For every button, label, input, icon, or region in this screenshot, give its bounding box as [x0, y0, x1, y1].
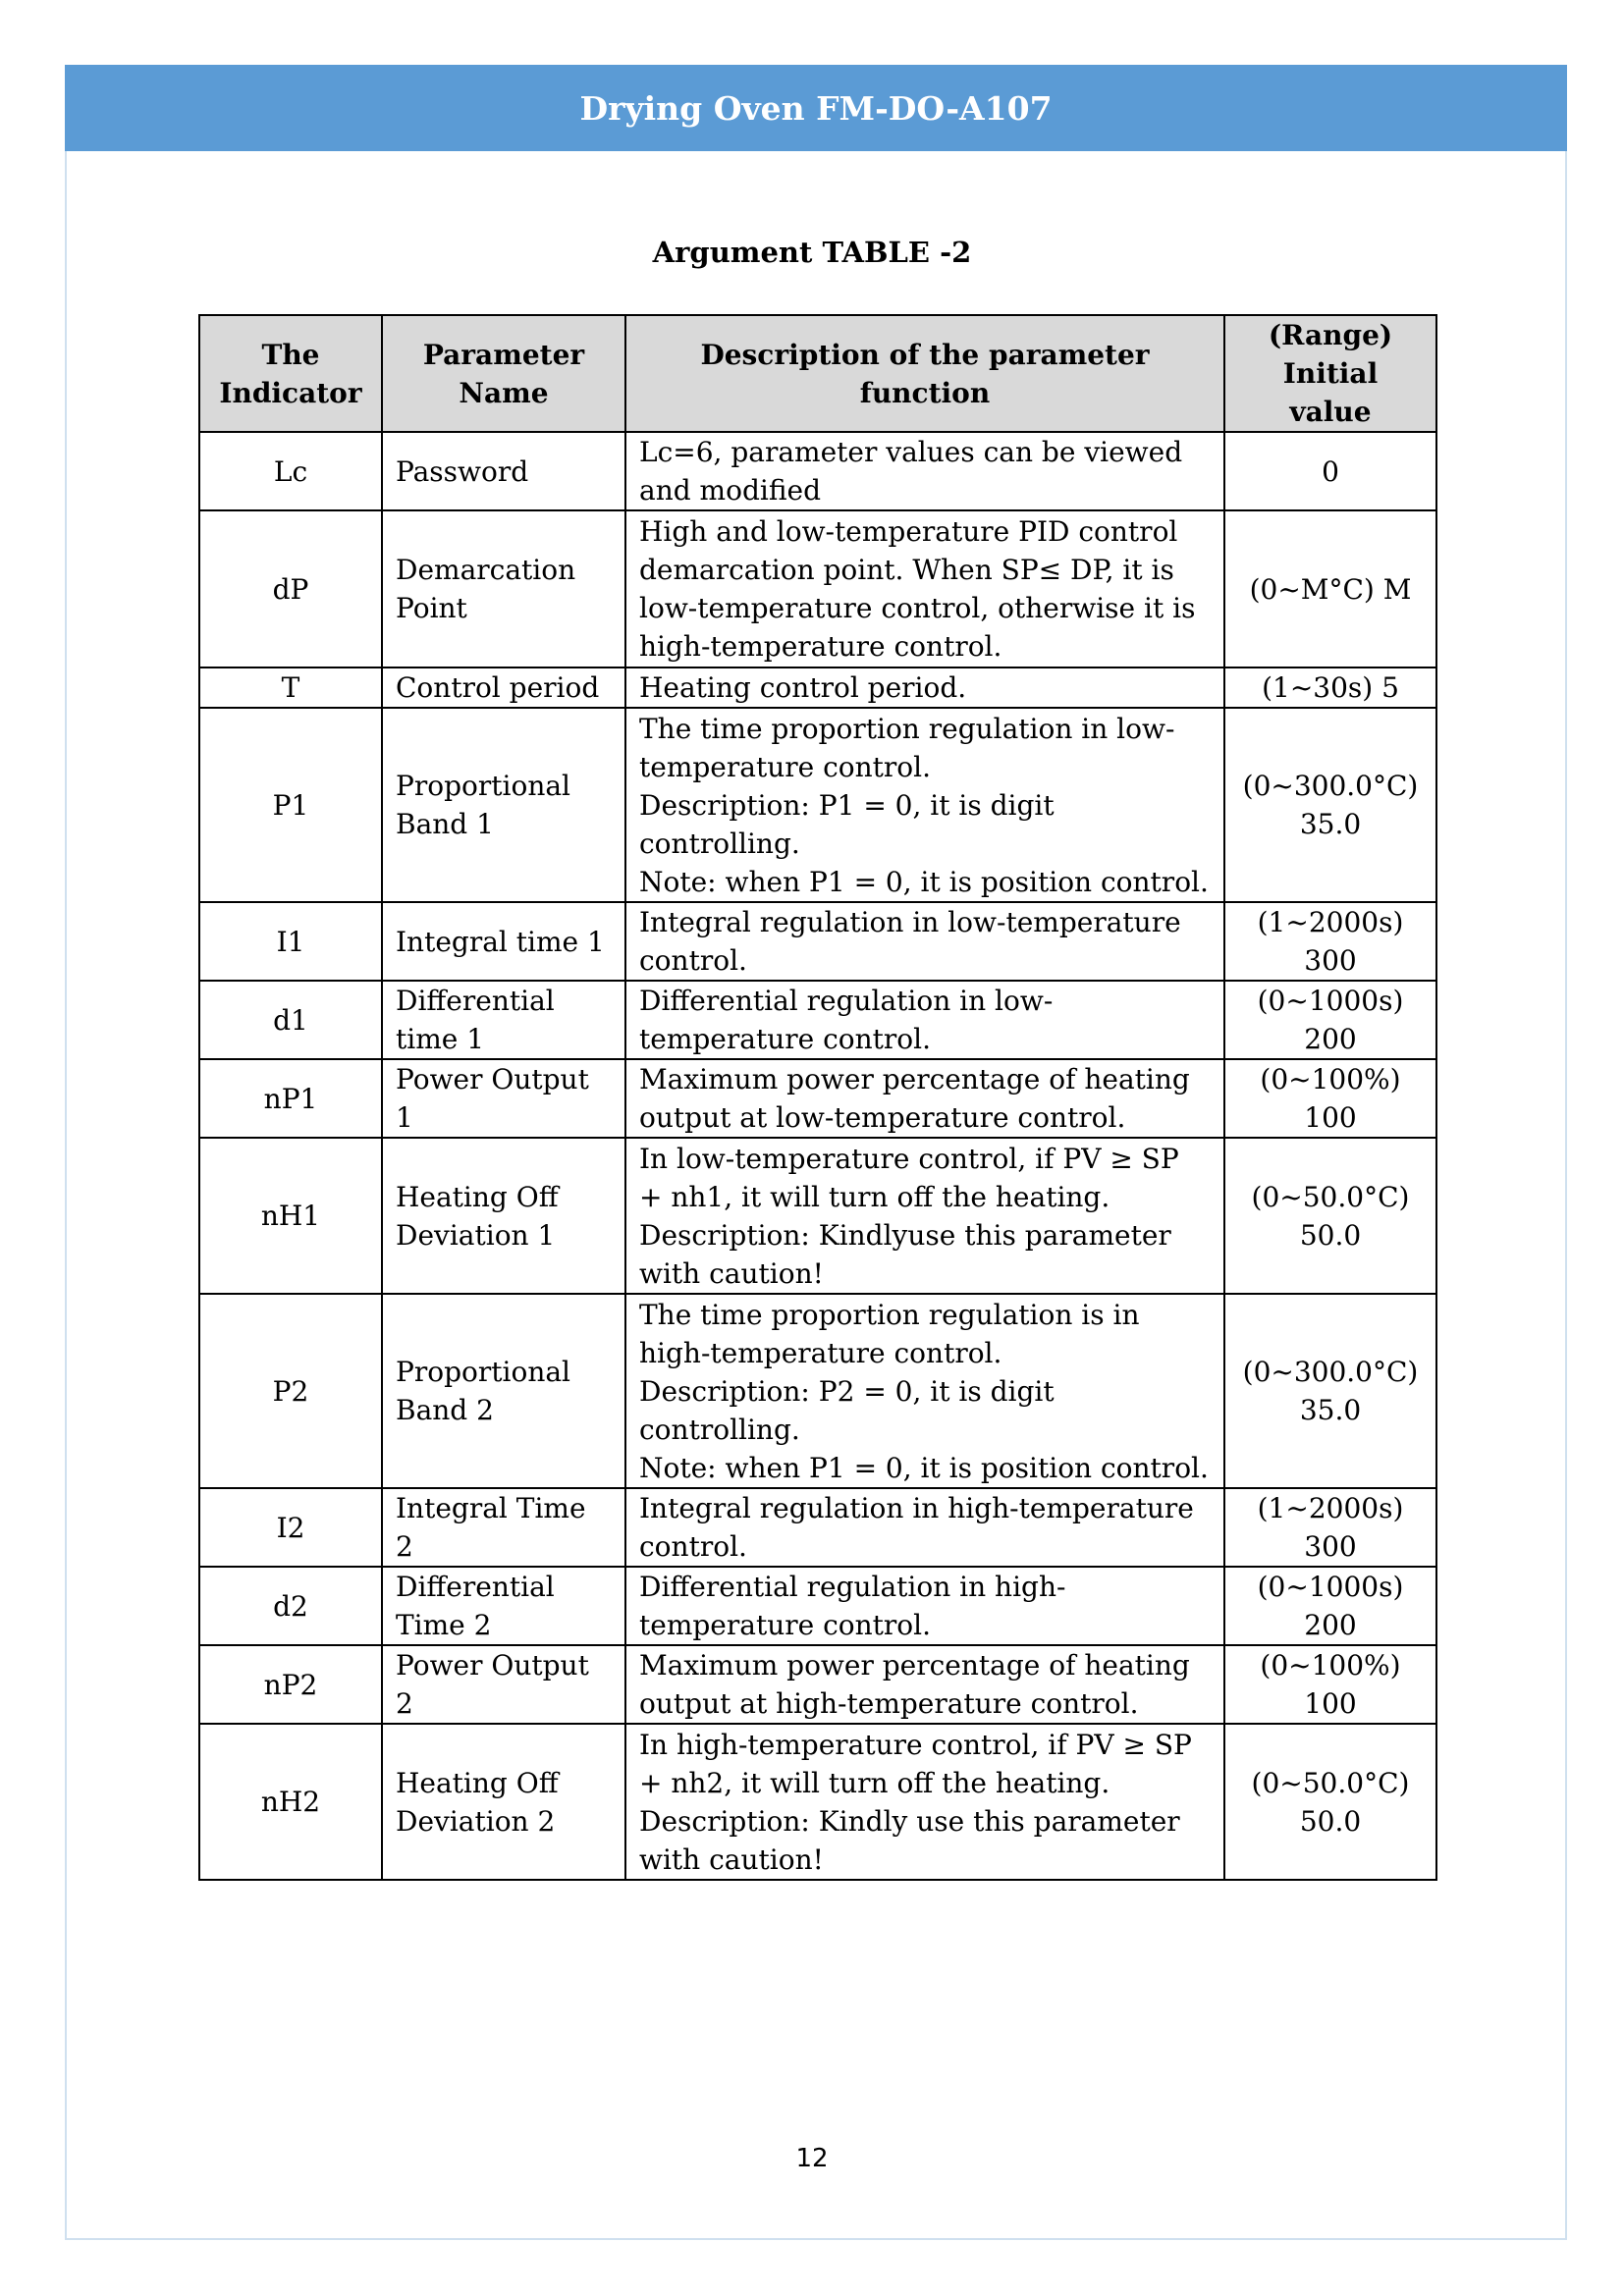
- range-initial-value-cell: (0~M°C) M: [1224, 510, 1436, 667]
- parameter-name-cell: Differential time 1: [382, 981, 625, 1059]
- description-line: The time proportion regulation is in high-temperature control.: [639, 1298, 1140, 1369]
- table-row: [199, 510, 1436, 667]
- description-line: Description: Kindlyuse this parameter with caution!: [639, 1218, 1171, 1290]
- column-header-parameter-name: Parameter Name: [382, 315, 625, 432]
- range-initial-value-cell: (0~100%) 100: [1224, 1059, 1436, 1138]
- description-line: Differential regulation in low-temperature control.: [639, 985, 1054, 1055]
- range-initial-value-cell: (1~2000s) 300: [1224, 902, 1436, 981]
- description-line: Note: when P1 = 0, it is position control.: [639, 865, 1209, 898]
- parameter-name-cell: Integral time 1: [382, 902, 625, 981]
- description-line: Description: Kindly use this parameter with caution!: [639, 1804, 1180, 1876]
- header-banner: [65, 65, 1567, 151]
- description-cell: [625, 1488, 1224, 1567]
- description-cell: [625, 432, 1224, 510]
- column-header-description: Description of the parameter function: [625, 315, 1224, 432]
- indicator-cell: T: [199, 667, 382, 708]
- range-initial-value-cell: (0~100%) 100: [1224, 1645, 1436, 1724]
- parameter-name-cell: Integral Time 2: [382, 1488, 625, 1567]
- table-row: [199, 1567, 1436, 1645]
- argument-table: [198, 314, 1437, 1881]
- table-row: [199, 981, 1436, 1059]
- table-row: [199, 1138, 1436, 1294]
- document-title: Drying Oven FM-DO-A107: [579, 88, 1053, 128]
- parameter-name-cell: Control period: [382, 667, 625, 708]
- page-number: 12: [795, 2144, 829, 2173]
- indicator-cell: I1: [199, 902, 382, 981]
- description-line: In low-temperature control, if PV ≥ SP + nh1, it will turn off the heating.: [639, 1142, 1179, 1213]
- parameter-name-cell: Heating Off Deviation 2: [382, 1724, 625, 1880]
- indicator-cell: d1: [199, 981, 382, 1059]
- table-row: [199, 1294, 1436, 1488]
- parameter-name-cell: Power Output 1: [382, 1059, 625, 1138]
- description-line: Maximum power percentage of heating output at low-temperature control.: [639, 1063, 1190, 1134]
- indicator-cell: dP: [199, 510, 382, 667]
- range-initial-value-cell: (1~30s) 5: [1224, 667, 1436, 708]
- indicator-cell: I2: [199, 1488, 382, 1567]
- range-initial-value-cell: (1~2000s) 300: [1224, 1488, 1436, 1567]
- description-line: The time proportion regulation in low-temperature control.: [639, 712, 1175, 783]
- table-row: [199, 1488, 1436, 1567]
- table-row: [199, 432, 1436, 510]
- parameter-name-cell: Proportional Band 2: [382, 1294, 625, 1488]
- table-header-row: [199, 315, 1436, 432]
- indicator-cell: P1: [199, 708, 382, 902]
- parameter-name-cell: Power Output 2: [382, 1645, 625, 1724]
- description-cell: [625, 981, 1224, 1059]
- column-header-range: (Range) Initial value: [1224, 315, 1436, 432]
- parameter-name-cell: Proportional Band 1: [382, 708, 625, 902]
- parameter-name-cell: Password: [382, 432, 625, 510]
- range-initial-value-cell: (0~300.0°C) 35.0: [1224, 708, 1436, 902]
- description-cell: [625, 902, 1224, 981]
- table-row: [199, 1724, 1436, 1880]
- description-cell: [625, 667, 1224, 708]
- indicator-cell: P2: [199, 1294, 382, 1488]
- parameter-name-cell: Differential Time 2: [382, 1567, 625, 1645]
- description-line: Lc=6, parameter values can be viewed and modified: [639, 436, 1183, 507]
- description-cell: [625, 1294, 1224, 1488]
- table-row: [199, 708, 1436, 902]
- description-line: Integral regulation in high-temperature control.: [639, 1492, 1194, 1563]
- description-cell: [625, 1724, 1224, 1880]
- range-initial-value-cell: (0~300.0°C) 35.0: [1224, 1294, 1436, 1488]
- description-line: High and low-temperature PID control demarcation point. When SP≤ DP, it is low-temperature control, otherwise it is high-temperature control.: [639, 515, 1196, 663]
- range-initial-value-cell: (0~1000s) 200: [1224, 1567, 1436, 1645]
- table-row: [199, 667, 1436, 708]
- parameter-name-cell: Demarcation Point: [382, 510, 625, 667]
- description-line: Description: P2 = 0, it is digit controlling.: [639, 1374, 1055, 1446]
- indicator-cell: nH2: [199, 1724, 382, 1880]
- table-row: [199, 1059, 1436, 1138]
- description-line: Note: when P1 = 0, it is position control.: [639, 1451, 1209, 1484]
- column-header-indicator: The Indicator: [199, 315, 382, 432]
- range-initial-value-cell: 0: [1224, 432, 1436, 510]
- description-cell: [625, 1645, 1224, 1724]
- description-line: Maximum power percentage of heating output at high-temperature control.: [639, 1649, 1190, 1720]
- indicator-cell: nP2: [199, 1645, 382, 1724]
- description-line: Differential regulation in high-temperature control.: [639, 1571, 1066, 1641]
- description-cell: [625, 1138, 1224, 1294]
- table-row: [199, 1645, 1436, 1724]
- description-line: In high-temperature control, if PV ≥ SP + nh2, it will turn off the heating.: [639, 1728, 1192, 1799]
- table-caption: Argument TABLE -2: [652, 236, 972, 269]
- description-cell: [625, 1567, 1224, 1645]
- indicator-cell: nH1: [199, 1138, 382, 1294]
- parameter-name-cell: Heating Off Deviation 1: [382, 1138, 625, 1294]
- description-line: Integral regulation in low-temperature control.: [639, 906, 1181, 977]
- range-initial-value-cell: (0~1000s) 200: [1224, 981, 1436, 1059]
- description-cell: [625, 510, 1224, 667]
- range-initial-value-cell: (0~50.0°C) 50.0: [1224, 1724, 1436, 1880]
- description-cell: [625, 708, 1224, 902]
- indicator-cell: nP1: [199, 1059, 382, 1138]
- indicator-cell: d2: [199, 1567, 382, 1645]
- table-row: [199, 902, 1436, 981]
- description-cell: [625, 1059, 1224, 1138]
- indicator-cell: Lc: [199, 432, 382, 510]
- range-initial-value-cell: (0~50.0°C) 50.0: [1224, 1138, 1436, 1294]
- description-line: Description: P1 = 0, it is digit controlling.: [639, 788, 1055, 860]
- description-line: Heating control period.: [639, 671, 967, 704]
